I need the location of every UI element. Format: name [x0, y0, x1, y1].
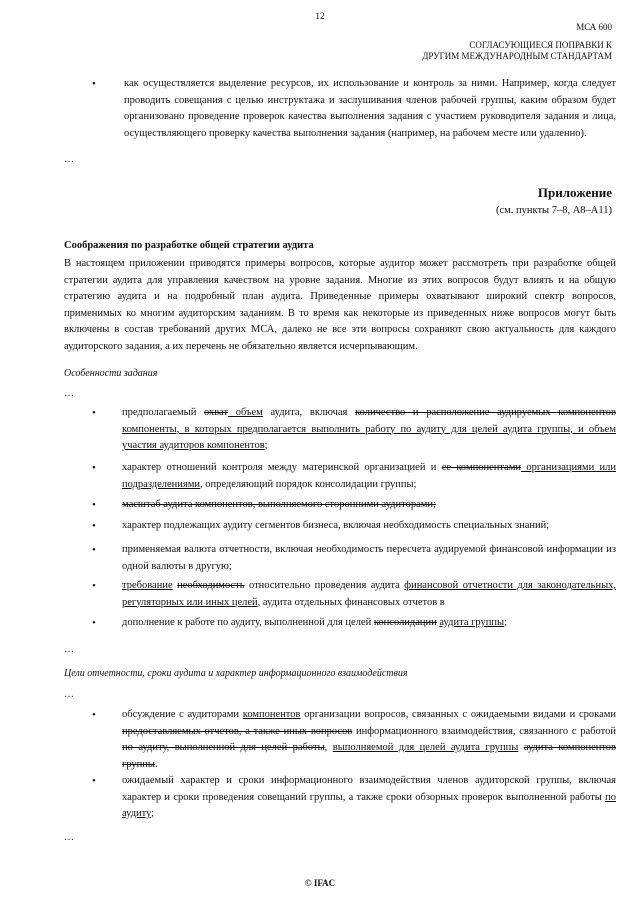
text-run: ;	[504, 617, 507, 628]
inserted-text: по аудиту	[122, 791, 616, 820]
inserted-text: объем	[228, 407, 263, 418]
list-item-text: характер подлежащих аудиту сегментов бизнеса, включая необходимость специальных знаний;	[122, 520, 550, 531]
standard-code: МСА 600	[576, 22, 612, 32]
bullet-icon: •	[92, 78, 96, 90]
section-heading: Соображения по разработке общей стратегии аудита	[64, 240, 314, 251]
text-run: предполагаемый	[122, 407, 204, 418]
ellipsis: …	[64, 388, 75, 399]
intro-bullet-text: как осуществляется выделение ресурсов, их использование и контроль за ними. Например, когда следует проводить совещания с целью инструктажа и заслушивания членов рабочей группы, каким образом будет организовано проведение проверок качества выполнения задания с участием руководителя задания и лица, осуществляющего проверку качества выполнения задания (например, на рабочем месте или удаленно).	[124, 78, 616, 139]
list-item	[64, 773, 616, 823]
deleted-text: предоставляемых отчетов, а также иных вопросов	[122, 725, 353, 737]
list-item	[64, 615, 616, 632]
bullet-icon: •	[92, 580, 96, 592]
text-run: ,	[324, 742, 333, 754]
bullet-icon: •	[92, 499, 96, 511]
list-item	[64, 405, 616, 455]
text-run: .	[154, 758, 158, 770]
reporting-heading: Цели отчетности, сроки аудита и характер информационного взаимодействия	[64, 668, 408, 679]
inserted-text: компоненты, в которых предполагается выполнить работу по аудиту для целей аудита группы, и объем участия аудиторов компонентов	[122, 423, 616, 452]
deleted-text: количество и расположение аудируемых компонентов	[355, 407, 616, 418]
text-run: информационного взаимодействия, связанного с работой	[352, 725, 616, 737]
deleted-text: масштаб аудита компонентов, выполняемого сторонними аудиторами;	[122, 499, 436, 510]
deleted-text: аудита компонентов группы	[122, 742, 617, 770]
list-item	[64, 707, 616, 773]
bullet-icon: •	[92, 617, 96, 629]
text-run: ожидаемый характер и сроки информационного взаимодействия членов аудиторской группы, включая характер и сроки проведения совещаний группы, а также сроки обзорных проверок выполненной работы	[122, 775, 616, 803]
appendix-title: Приложение	[537, 185, 612, 200]
appendix-reference: (см. пункты 7–8, A8–A11)	[495, 205, 612, 216]
bullet-icon: •	[92, 775, 96, 787]
text-run: , аудита отдельных финансовых отчетов в	[257, 596, 445, 608]
text-run: ;	[151, 808, 155, 820]
bullet-icon: •	[92, 709, 96, 721]
inserted-text: выполняемой для целей аудита группы	[332, 742, 519, 754]
ellipsis: …	[64, 644, 75, 655]
footer-copyright: © IFAC	[304, 878, 336, 888]
intro-bullet	[64, 76, 616, 142]
engagement-heading: Особенности задания	[64, 368, 158, 379]
inserted-text: финансовой отчетности для законодательных, регуляторных или иных целей	[122, 580, 617, 608]
deleted-text: необходимость	[177, 580, 245, 591]
text-run: относительно проведения аудита	[244, 580, 405, 591]
list-item	[64, 542, 616, 575]
deleted-text: консолидации	[373, 617, 437, 628]
bullet-icon: •	[92, 407, 96, 419]
ellipsis: …	[64, 154, 75, 165]
deleted-text: по аудиту, выполненной для целей работы	[122, 742, 325, 754]
list-item	[64, 578, 616, 611]
inserted-text: организациями или подразделениями	[122, 462, 616, 490]
bullet-icon: •	[92, 520, 96, 532]
inserted-text: аудита группы	[439, 617, 505, 628]
ellipsis: …	[64, 689, 75, 700]
section-paragraph: В настоящем приложении приводятся примеры вопросов, которые аудитор может рассмотреть при разработке общей стратегии аудита для управления качеством на уровне задания. Многие из этих вопросов будут влиять и на общую стратегию аудита и на подробный план аудита. Приведенные примеры охватывают широкий спектр вопросов, применимых ко многим аудиторским заданиям. В то время как некоторые из приведенных ниже вопросов могут быть включены в состав требований других МСА, далеко не все эти вопросы сохраняют свою актуальность для каждого аудиторского задания, а их перечень не обязательно является исчерпывающим.	[64, 258, 616, 352]
text-run: организации вопросов, связанных с ожидаемыми видами и сроками	[300, 709, 616, 720]
inserted-text: компонентов	[242, 709, 301, 720]
text-run: дополнение к работе по аудиту, выполненной для целей	[122, 617, 374, 628]
list-item-text: применяемая валюта отчетности, включая необходимость пересчета аудируемой финансовой информации из одной валюты в другую;	[122, 544, 616, 572]
text-run: , определяющий порядок консолидации группы;	[200, 478, 417, 490]
bullet-icon: •	[92, 544, 96, 556]
section-header-line2: ДРУГИМ МЕЖДУНАРОДНЫМ СТАНДАРТАМ	[422, 51, 612, 62]
list-item	[64, 497, 616, 514]
list-item	[64, 518, 616, 535]
text-run: ;	[264, 440, 268, 452]
inserted-text: требование	[122, 580, 173, 591]
section-header-line1: СОГЛАСУЮЩИЕСЯ ПОПРАВКИ К	[469, 40, 612, 50]
bullet-icon: •	[92, 462, 96, 474]
ellipsis: …	[64, 832, 75, 843]
page-number: 12	[315, 12, 325, 22]
section-header	[422, 40, 612, 63]
text-run: аудита, включая	[262, 407, 356, 418]
deleted-text: охват	[204, 407, 229, 418]
list-item	[64, 460, 616, 493]
text-run: обсуждение с аудиторами	[122, 709, 243, 720]
deleted-text: ее компонентами	[441, 462, 522, 473]
text-run: характер отношений контроля между материнской организацией и	[122, 462, 442, 473]
